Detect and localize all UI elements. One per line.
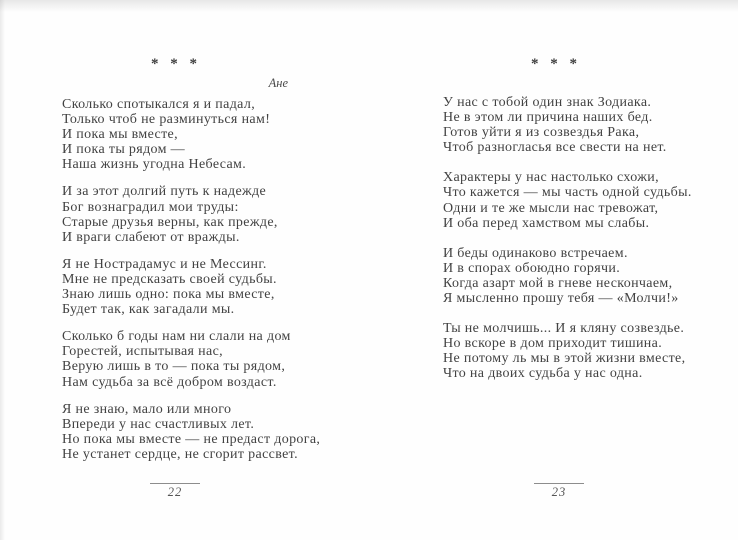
footer-rule [534, 483, 584, 484]
poem-line: Что кажется — мы часть одной судьбы. [443, 185, 692, 201]
stanza [443, 170, 733, 230]
left-page [62, 0, 354, 540]
stanza [443, 95, 733, 155]
poem-line: И пока ты рядом — [62, 142, 186, 158]
left-page-footer [140, 483, 210, 500]
stanza [62, 257, 354, 317]
poem-line: Знаю лишь одно: пока мы вместе, [62, 287, 275, 303]
stanza [62, 184, 354, 244]
page-number: 22 [167, 485, 183, 499]
stanza [62, 329, 354, 389]
page-number: 23 [551, 485, 567, 499]
poem-line: Не в этом ли причина наших бед. [443, 110, 653, 126]
poem-line: Я мысленно прошу тебя — «Молчи!» [443, 291, 679, 307]
poem-line: И за этот долгий путь к надежде [62, 184, 267, 200]
poem-line: Мне не предсказать своей судьбы. [62, 271, 277, 287]
poem-line: И оба перед хамством мы слабы. [443, 215, 650, 231]
stanza [62, 402, 354, 462]
stanza [443, 246, 733, 306]
poem-title-asterisks: * * * [531, 56, 581, 72]
stanza [62, 97, 354, 172]
poem-body [62, 97, 354, 462]
poem-line: И в спорах обоюдно горячи. [443, 260, 621, 276]
poem-line: Когда азарт мой в гневе нескончаем, [443, 275, 673, 291]
poem-dedication: Ане [268, 76, 288, 90]
poem-line: Что на двоих судьба у нас одна. [443, 366, 643, 382]
poem-line: Одни и те же мысли нас тревожат, [443, 200, 659, 216]
poem-line: Не устанет сердце, не сгорит рассвет. [62, 446, 298, 462]
scan-left-edge-shadow [0, 0, 5, 540]
poem-line: У нас с тобой один знак Зодиака. [443, 95, 652, 110]
poem-title-asterisks: * * * [151, 56, 201, 72]
poem-line: И враги слабеют от вражды. [62, 229, 240, 245]
poem-line: Готов уйти я из созвездья Рака, [443, 125, 640, 141]
poem-line: Бог вознаградил мои труды: [62, 199, 239, 215]
poem-line: Но пока мы вместе — не предаст дорога, [62, 431, 321, 447]
poem-line: И пока мы вместе, [62, 127, 178, 143]
poem-line: Ты не молчишь... И я кляну созвездье. [443, 321, 685, 337]
poem-line: И беды одинаково встречаем. [443, 245, 628, 261]
poem-line: Будет так, как загадали мы. [62, 302, 235, 318]
poem-line: Сколько б годы нам ни слали на дом [62, 329, 291, 345]
poem-line: Нам судьба за всё добром воздаст. [62, 374, 277, 390]
right-page [443, 0, 733, 540]
poem-line: Чтоб разногласья все свести на нет. [443, 140, 667, 156]
stanza [443, 321, 733, 381]
poem-line: Наша жизнь угодна Небесам. [62, 157, 247, 173]
poem-line: Но вскоре в дом приходит тишина. [443, 336, 663, 352]
footer-rule [150, 483, 200, 484]
poem-body [443, 95, 733, 382]
poem-line: Старые друзья верны, как прежде, [62, 214, 278, 230]
poem-line: Впереди у нас счастливых лет. [62, 416, 255, 432]
poem-line: Я не Нострадамус и не Мессинг. [62, 256, 267, 272]
poem-line: Горестей, испытывая нас, [62, 344, 223, 360]
poem-line: Верую лишь в то — пока ты рядом, [62, 359, 286, 375]
poem-line: Только чтоб не разминуться нам! [62, 112, 271, 128]
poem-line: Я не знаю, мало или много [62, 401, 232, 417]
poem-line: Не потому ль мы в этой жизни вместе, [443, 351, 686, 367]
right-page-footer [524, 483, 594, 500]
poem-line: Характеры у нас настолько схожи, [443, 170, 659, 186]
poem-line: Сколько спотыкался я и падал, [62, 97, 256, 112]
